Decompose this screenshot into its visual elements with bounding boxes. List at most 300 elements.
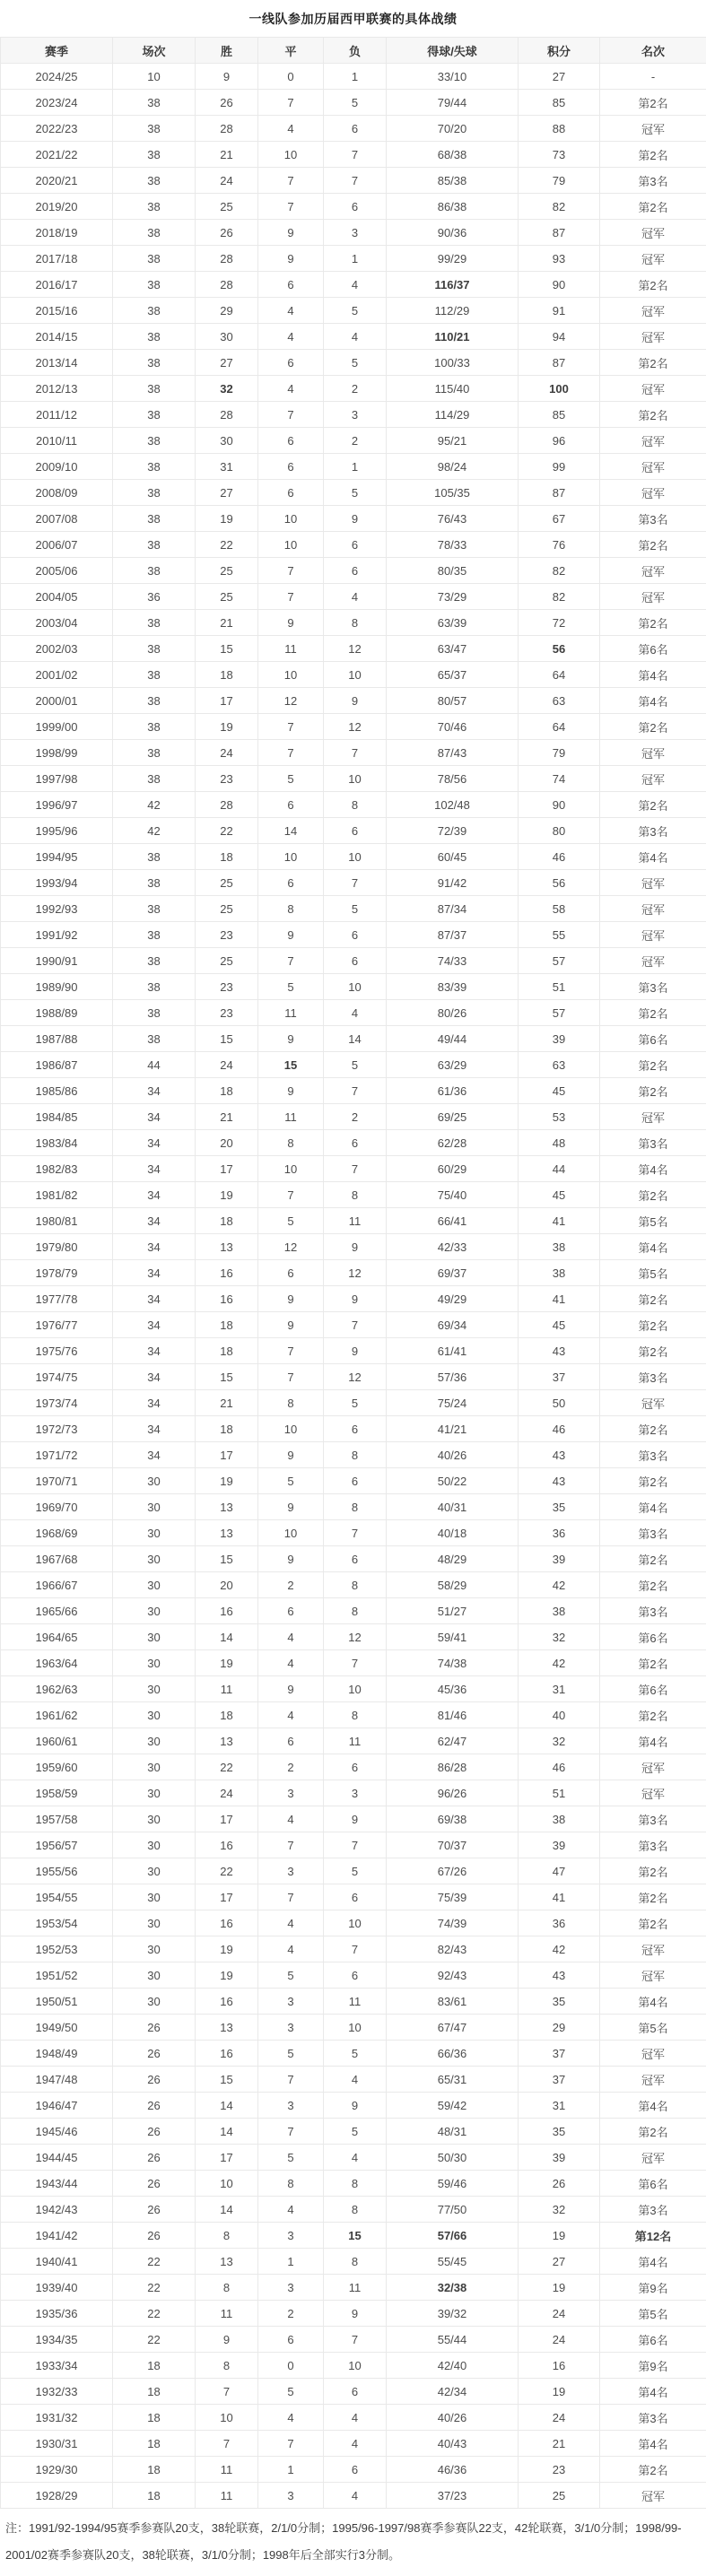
cell-points: 46 bbox=[519, 844, 600, 870]
cell-played: 34 bbox=[113, 1260, 196, 1286]
cell-points: 37 bbox=[519, 2067, 600, 2093]
cell-won: 9 bbox=[196, 2327, 258, 2353]
cell-lost: 6 bbox=[324, 922, 387, 948]
cell-goals-for-against: 40/43 bbox=[387, 2431, 519, 2457]
cell-goals-for-against: 69/38 bbox=[387, 1806, 519, 1832]
table-row bbox=[1, 1208, 706, 1234]
cell-played: 30 bbox=[113, 1546, 196, 1572]
cell-rank: 第2名 bbox=[600, 1078, 706, 1104]
cell-points: 41 bbox=[519, 1208, 600, 1234]
cell-rank: 第6名 bbox=[600, 1676, 706, 1702]
table-row bbox=[1, 584, 706, 610]
cell-season: 2006/07 bbox=[1, 532, 113, 558]
cell-rank: 冠军 bbox=[600, 2041, 706, 2067]
cell-lost: 5 bbox=[324, 350, 387, 376]
cell-season: 1974/75 bbox=[1, 1364, 113, 1390]
cell-season: 2008/09 bbox=[1, 480, 113, 506]
cell-drawn: 10 bbox=[258, 1520, 324, 1546]
cell-goals-for-against: 33/10 bbox=[387, 64, 519, 90]
cell-drawn: 3 bbox=[258, 2093, 324, 2119]
cell-won: 10 bbox=[196, 2405, 258, 2431]
cell-season: 2011/12 bbox=[1, 402, 113, 428]
cell-rank: 冠军 bbox=[600, 558, 706, 584]
cell-points: 82 bbox=[519, 194, 600, 220]
cell-season: 1950/51 bbox=[1, 1989, 113, 2015]
cell-points: 38 bbox=[519, 1260, 600, 1286]
cell-points: 99 bbox=[519, 454, 600, 480]
table-row bbox=[1, 1728, 706, 1754]
cell-goals-for-against: 95/21 bbox=[387, 428, 519, 454]
cell-won: 15 bbox=[196, 1026, 258, 1052]
cell-goals-for-against: 49/44 bbox=[387, 1026, 519, 1052]
cell-points: 27 bbox=[519, 2249, 600, 2275]
cell-points: 38 bbox=[519, 1806, 600, 1832]
cell-drawn: 6 bbox=[258, 1260, 324, 1286]
cell-rank: 冠军 bbox=[600, 246, 706, 272]
cell-goals-for-against: 60/29 bbox=[387, 1156, 519, 1182]
cell-points: 85 bbox=[519, 90, 600, 116]
cell-won: 32 bbox=[196, 376, 258, 402]
cell-won: 23 bbox=[196, 922, 258, 948]
cell-points: 43 bbox=[519, 1962, 600, 1989]
cell-goals-for-against: 40/31 bbox=[387, 1494, 519, 1520]
cell-lost: 7 bbox=[324, 740, 387, 766]
cell-rank: 第2名 bbox=[600, 2119, 706, 2145]
cell-drawn: 7 bbox=[258, 90, 324, 116]
table-row bbox=[1, 2119, 706, 2145]
cell-drawn: 9 bbox=[258, 220, 324, 246]
cell-points: 32 bbox=[519, 1624, 600, 1650]
cell-lost: 6 bbox=[324, 1468, 387, 1494]
cell-played: 30 bbox=[113, 1598, 196, 1624]
cell-drawn: 12 bbox=[258, 1234, 324, 1260]
cell-goals-for-against: 81/46 bbox=[387, 1702, 519, 1728]
cell-played: 18 bbox=[113, 2483, 196, 2509]
cell-lost: 1 bbox=[324, 64, 387, 90]
cell-drawn: 9 bbox=[258, 1676, 324, 1702]
cell-rank: 第3名 bbox=[600, 818, 706, 844]
table-row bbox=[1, 2197, 706, 2223]
table-row bbox=[1, 974, 706, 1000]
cell-goals-for-against: 110/21 bbox=[387, 324, 519, 350]
table-row bbox=[1, 168, 706, 194]
cell-played: 34 bbox=[113, 1442, 196, 1468]
cell-rank: 第4名 bbox=[600, 688, 706, 714]
cell-lost: 4 bbox=[324, 2405, 387, 2431]
cell-won: 23 bbox=[196, 1000, 258, 1026]
cell-played: 38 bbox=[113, 688, 196, 714]
table-row bbox=[1, 428, 706, 454]
cell-lost: 6 bbox=[324, 818, 387, 844]
cell-won: 28 bbox=[196, 272, 258, 298]
cell-points: 57 bbox=[519, 948, 600, 974]
cell-won: 26 bbox=[196, 90, 258, 116]
cell-points: 96 bbox=[519, 428, 600, 454]
cell-goals-for-against: 87/34 bbox=[387, 896, 519, 922]
table-row bbox=[1, 948, 706, 974]
cell-goals-for-against: 67/47 bbox=[387, 2015, 519, 2041]
cell-won: 24 bbox=[196, 1780, 258, 1806]
cell-season: 1988/89 bbox=[1, 1000, 113, 1026]
cell-lost: 4 bbox=[324, 2145, 387, 2171]
cell-goals-for-against: 65/31 bbox=[387, 2067, 519, 2093]
table-row bbox=[1, 818, 706, 844]
cell-points: 50 bbox=[519, 1390, 600, 1416]
cell-goals-for-against: 73/29 bbox=[387, 584, 519, 610]
cell-goals-for-against: 105/35 bbox=[387, 480, 519, 506]
cell-played: 18 bbox=[113, 2353, 196, 2379]
cell-lost: 6 bbox=[324, 532, 387, 558]
table-row bbox=[1, 1598, 706, 1624]
cell-lost: 9 bbox=[324, 2301, 387, 2327]
cell-season: 2010/11 bbox=[1, 428, 113, 454]
cell-points: 39 bbox=[519, 1546, 600, 1572]
cell-drawn: 5 bbox=[258, 1962, 324, 1989]
cell-played: 38 bbox=[113, 896, 196, 922]
cell-goals-for-against: 69/37 bbox=[387, 1260, 519, 1286]
cell-rank: 第2名 bbox=[600, 350, 706, 376]
cell-won: 13 bbox=[196, 1234, 258, 1260]
cell-goals-for-against: 91/42 bbox=[387, 870, 519, 896]
cell-played: 26 bbox=[113, 2067, 196, 2093]
cell-points: 36 bbox=[519, 1910, 600, 1936]
cell-won: 18 bbox=[196, 844, 258, 870]
cell-goals-for-against: 67/26 bbox=[387, 1858, 519, 1884]
cell-won: 21 bbox=[196, 610, 258, 636]
cell-drawn: 9 bbox=[258, 1546, 324, 1572]
cell-rank: 冠军 bbox=[600, 896, 706, 922]
cell-played: 30 bbox=[113, 1650, 196, 1676]
cell-won: 24 bbox=[196, 168, 258, 194]
cell-drawn: 0 bbox=[258, 2353, 324, 2379]
cell-drawn: 7 bbox=[258, 2431, 324, 2457]
cell-goals-for-against: 114/29 bbox=[387, 402, 519, 428]
cell-rank: 第2名 bbox=[600, 1650, 706, 1676]
cell-goals-for-against: 112/29 bbox=[387, 298, 519, 324]
cell-lost: 9 bbox=[324, 1806, 387, 1832]
table-row bbox=[1, 766, 706, 792]
cell-won: 25 bbox=[196, 558, 258, 584]
cell-lost: 6 bbox=[324, 1546, 387, 1572]
cell-rank: 冠军 bbox=[600, 298, 706, 324]
table-row bbox=[1, 792, 706, 818]
cell-rank: 第4名 bbox=[600, 662, 706, 688]
cell-drawn: 7 bbox=[258, 194, 324, 220]
cell-goals-for-against: 51/27 bbox=[387, 1598, 519, 1624]
cell-won: 9 bbox=[196, 64, 258, 90]
cell-won: 18 bbox=[196, 1702, 258, 1728]
cell-played: 30 bbox=[113, 1572, 196, 1598]
cell-points: 32 bbox=[519, 1728, 600, 1754]
table-row bbox=[1, 1234, 706, 1260]
cell-rank: 第2名 bbox=[600, 1468, 706, 1494]
cell-lost: 15 bbox=[324, 2223, 387, 2249]
cell-points: 72 bbox=[519, 610, 600, 636]
cell-lost: 11 bbox=[324, 1989, 387, 2015]
cell-goals-for-against: 42/40 bbox=[387, 2353, 519, 2379]
cell-points: 35 bbox=[519, 2119, 600, 2145]
table-row bbox=[1, 2145, 706, 2171]
cell-drawn: 7 bbox=[258, 168, 324, 194]
cell-rank: 第2名 bbox=[600, 1884, 706, 1910]
cell-season: 2000/01 bbox=[1, 688, 113, 714]
table-row bbox=[1, 2067, 706, 2093]
cell-season: 2016/17 bbox=[1, 272, 113, 298]
cell-won: 24 bbox=[196, 740, 258, 766]
cell-played: 22 bbox=[113, 2301, 196, 2327]
cell-won: 17 bbox=[196, 688, 258, 714]
cell-rank: 冠军 bbox=[600, 220, 706, 246]
cell-lost: 8 bbox=[324, 1494, 387, 1520]
cell-season: 1952/53 bbox=[1, 1936, 113, 1962]
cell-season: 1932/33 bbox=[1, 2379, 113, 2405]
cell-drawn: 6 bbox=[258, 454, 324, 480]
cell-lost: 6 bbox=[324, 558, 387, 584]
cell-rank: 第6名 bbox=[600, 2327, 706, 2353]
cell-points: 67 bbox=[519, 506, 600, 532]
cell-rank: 第3名 bbox=[600, 1364, 706, 1390]
cell-points: 88 bbox=[519, 116, 600, 142]
cell-season: 1934/35 bbox=[1, 2327, 113, 2353]
cell-drawn: 7 bbox=[258, 1832, 324, 1858]
cell-points: 90 bbox=[519, 792, 600, 818]
cell-won: 17 bbox=[196, 1884, 258, 1910]
cell-lost: 7 bbox=[324, 1078, 387, 1104]
cell-points: 47 bbox=[519, 1858, 600, 1884]
table-row bbox=[1, 1364, 706, 1390]
table-body bbox=[1, 64, 706, 2509]
cell-points: 51 bbox=[519, 974, 600, 1000]
cell-lost: 11 bbox=[324, 1208, 387, 1234]
table-row bbox=[1, 2327, 706, 2353]
cell-season: 1929/30 bbox=[1, 2457, 113, 2483]
cell-season: 1995/96 bbox=[1, 818, 113, 844]
cell-points: 42 bbox=[519, 1936, 600, 1962]
cell-played: 38 bbox=[113, 844, 196, 870]
cell-won: 25 bbox=[196, 896, 258, 922]
cell-won: 8 bbox=[196, 2223, 258, 2249]
cell-rank: 第4名 bbox=[600, 1728, 706, 1754]
cell-rank: 冠军 bbox=[600, 2067, 706, 2093]
cell-lost: 10 bbox=[324, 766, 387, 792]
cell-lost: 4 bbox=[324, 324, 387, 350]
header-won: 胜 bbox=[196, 38, 258, 64]
cell-goals-for-against: 50/22 bbox=[387, 1468, 519, 1494]
cell-drawn: 8 bbox=[258, 2171, 324, 2197]
table-row bbox=[1, 194, 706, 220]
cell-won: 11 bbox=[196, 2301, 258, 2327]
cell-points: 87 bbox=[519, 220, 600, 246]
cell-goals-for-against: 65/37 bbox=[387, 662, 519, 688]
cell-goals-for-against: 70/46 bbox=[387, 714, 519, 740]
cell-rank: - bbox=[600, 64, 706, 90]
cell-season: 1948/49 bbox=[1, 2041, 113, 2067]
cell-played: 34 bbox=[113, 1130, 196, 1156]
cell-played: 34 bbox=[113, 1390, 196, 1416]
cell-drawn: 11 bbox=[258, 1000, 324, 1026]
cell-played: 34 bbox=[113, 1338, 196, 1364]
cell-won: 25 bbox=[196, 870, 258, 896]
cell-goals-for-against: 74/33 bbox=[387, 948, 519, 974]
cell-lost: 6 bbox=[324, 1962, 387, 1989]
cell-season: 2005/06 bbox=[1, 558, 113, 584]
cell-played: 34 bbox=[113, 1078, 196, 1104]
cell-rank: 第3名 bbox=[600, 1598, 706, 1624]
cell-drawn: 8 bbox=[258, 1390, 324, 1416]
cell-season: 1969/70 bbox=[1, 1494, 113, 1520]
cell-points: 82 bbox=[519, 558, 600, 584]
cell-won: 11 bbox=[196, 2457, 258, 2483]
cell-lost: 8 bbox=[324, 792, 387, 818]
cell-played: 30 bbox=[113, 1676, 196, 1702]
table-row bbox=[1, 298, 706, 324]
cell-season: 1930/31 bbox=[1, 2431, 113, 2457]
cell-season: 2017/18 bbox=[1, 246, 113, 272]
cell-lost: 5 bbox=[324, 896, 387, 922]
cell-won: 20 bbox=[196, 1572, 258, 1598]
cell-lost: 10 bbox=[324, 2015, 387, 2041]
cell-lost: 10 bbox=[324, 662, 387, 688]
footnote: 注：1991/92-1994/95赛季参赛队20支，38轮联赛，2/1/0分制；1995/96-1997/98赛季参赛队22支，42轮联赛，3/1/0分制；1998/99-2001/02赛季参赛队20支，38轮联赛，3/1/0分制；1998年后全部实行3分制。 bbox=[0, 2509, 706, 2576]
cell-season: 1971/72 bbox=[1, 1442, 113, 1468]
cell-goals-for-against: 76/43 bbox=[387, 506, 519, 532]
cell-lost: 5 bbox=[324, 298, 387, 324]
cell-season: 1959/60 bbox=[1, 1754, 113, 1780]
cell-played: 38 bbox=[113, 506, 196, 532]
cell-goals-for-against: 59/42 bbox=[387, 2093, 519, 2119]
cell-lost: 6 bbox=[324, 1416, 387, 1442]
cell-drawn: 10 bbox=[258, 506, 324, 532]
cell-lost: 12 bbox=[324, 636, 387, 662]
cell-points: 79 bbox=[519, 168, 600, 194]
cell-won: 19 bbox=[196, 1650, 258, 1676]
cell-season: 1966/67 bbox=[1, 1572, 113, 1598]
cell-rank: 第3名 bbox=[600, 1130, 706, 1156]
cell-lost: 12 bbox=[324, 714, 387, 740]
cell-drawn: 8 bbox=[258, 896, 324, 922]
cell-points: 55 bbox=[519, 922, 600, 948]
header-season: 赛季 bbox=[1, 38, 113, 64]
cell-goals-for-against: 80/35 bbox=[387, 558, 519, 584]
cell-played: 30 bbox=[113, 1494, 196, 1520]
cell-rank: 第3名 bbox=[600, 1832, 706, 1858]
cell-lost: 10 bbox=[324, 1910, 387, 1936]
cell-season: 2014/15 bbox=[1, 324, 113, 350]
cell-lost: 5 bbox=[324, 1052, 387, 1078]
cell-played: 38 bbox=[113, 194, 196, 220]
cell-played: 26 bbox=[113, 2197, 196, 2223]
table-row bbox=[1, 1989, 706, 2015]
cell-points: 87 bbox=[519, 350, 600, 376]
cell-goals-for-against: 80/26 bbox=[387, 1000, 519, 1026]
cell-rank: 冠军 bbox=[600, 1390, 706, 1416]
cell-goals-for-against: 50/30 bbox=[387, 2145, 519, 2171]
cell-rank: 第4名 bbox=[600, 2249, 706, 2275]
cell-played: 38 bbox=[113, 480, 196, 506]
cell-goals-for-against: 70/37 bbox=[387, 1832, 519, 1858]
cell-rank: 冠军 bbox=[600, 584, 706, 610]
table-row bbox=[1, 1676, 706, 1702]
cell-rank: 第2名 bbox=[600, 532, 706, 558]
cell-rank: 冠军 bbox=[600, 480, 706, 506]
cell-played: 38 bbox=[113, 766, 196, 792]
table-row bbox=[1, 142, 706, 168]
cell-lost: 7 bbox=[324, 1520, 387, 1546]
cell-rank: 冠军 bbox=[600, 740, 706, 766]
cell-season: 2019/20 bbox=[1, 194, 113, 220]
table-row bbox=[1, 1104, 706, 1130]
table-row bbox=[1, 1832, 706, 1858]
table-row bbox=[1, 1520, 706, 1546]
cell-goals-for-against: 40/18 bbox=[387, 1520, 519, 1546]
cell-rank: 冠军 bbox=[600, 2145, 706, 2171]
table-row bbox=[1, 1026, 706, 1052]
cell-drawn: 7 bbox=[258, 1364, 324, 1390]
cell-season: 1986/87 bbox=[1, 1052, 113, 1078]
cell-points: 100 bbox=[519, 376, 600, 402]
cell-lost: 3 bbox=[324, 402, 387, 428]
cell-season: 1945/46 bbox=[1, 2119, 113, 2145]
cell-lost: 4 bbox=[324, 584, 387, 610]
cell-rank: 冠军 bbox=[600, 454, 706, 480]
cell-played: 38 bbox=[113, 974, 196, 1000]
cell-season: 1957/58 bbox=[1, 1806, 113, 1832]
cell-goals-for-against: 87/37 bbox=[387, 922, 519, 948]
cell-points: 80 bbox=[519, 818, 600, 844]
cell-rank: 第2名 bbox=[600, 714, 706, 740]
cell-points: 35 bbox=[519, 1494, 600, 1520]
table-header-row bbox=[1, 38, 706, 64]
cell-points: 56 bbox=[519, 870, 600, 896]
cell-points: 38 bbox=[519, 1234, 600, 1260]
cell-season: 1985/86 bbox=[1, 1078, 113, 1104]
cell-season: 1962/63 bbox=[1, 1676, 113, 1702]
cell-rank: 冠军 bbox=[600, 324, 706, 350]
cell-lost: 11 bbox=[324, 1728, 387, 1754]
table-row bbox=[1, 1910, 706, 1936]
cell-drawn: 11 bbox=[258, 636, 324, 662]
cell-points: 57 bbox=[519, 1000, 600, 1026]
cell-goals-for-against: 48/31 bbox=[387, 2119, 519, 2145]
cell-drawn: 4 bbox=[258, 1702, 324, 1728]
cell-played: 38 bbox=[113, 662, 196, 688]
cell-played: 38 bbox=[113, 402, 196, 428]
table-row bbox=[1, 376, 706, 402]
cell-goals-for-against: 32/38 bbox=[387, 2275, 519, 2301]
cell-won: 24 bbox=[196, 1052, 258, 1078]
cell-season: 2004/05 bbox=[1, 584, 113, 610]
cell-won: 27 bbox=[196, 350, 258, 376]
cell-season: 1956/57 bbox=[1, 1832, 113, 1858]
cell-won: 13 bbox=[196, 1728, 258, 1754]
table-row bbox=[1, 662, 706, 688]
cell-played: 30 bbox=[113, 1520, 196, 1546]
cell-season: 2003/04 bbox=[1, 610, 113, 636]
cell-played: 38 bbox=[113, 1000, 196, 1026]
cell-goals-for-against: 79/44 bbox=[387, 90, 519, 116]
cell-lost: 11 bbox=[324, 2275, 387, 2301]
cell-lost: 4 bbox=[324, 2483, 387, 2509]
cell-won: 21 bbox=[196, 1104, 258, 1130]
cell-points: 21 bbox=[519, 2431, 600, 2457]
cell-drawn: 7 bbox=[258, 2119, 324, 2145]
cell-season: 1998/99 bbox=[1, 740, 113, 766]
table-row bbox=[1, 1182, 706, 1208]
table-row bbox=[1, 2015, 706, 2041]
cell-won: 18 bbox=[196, 1416, 258, 1442]
cell-played: 38 bbox=[113, 454, 196, 480]
cell-points: 46 bbox=[519, 1754, 600, 1780]
